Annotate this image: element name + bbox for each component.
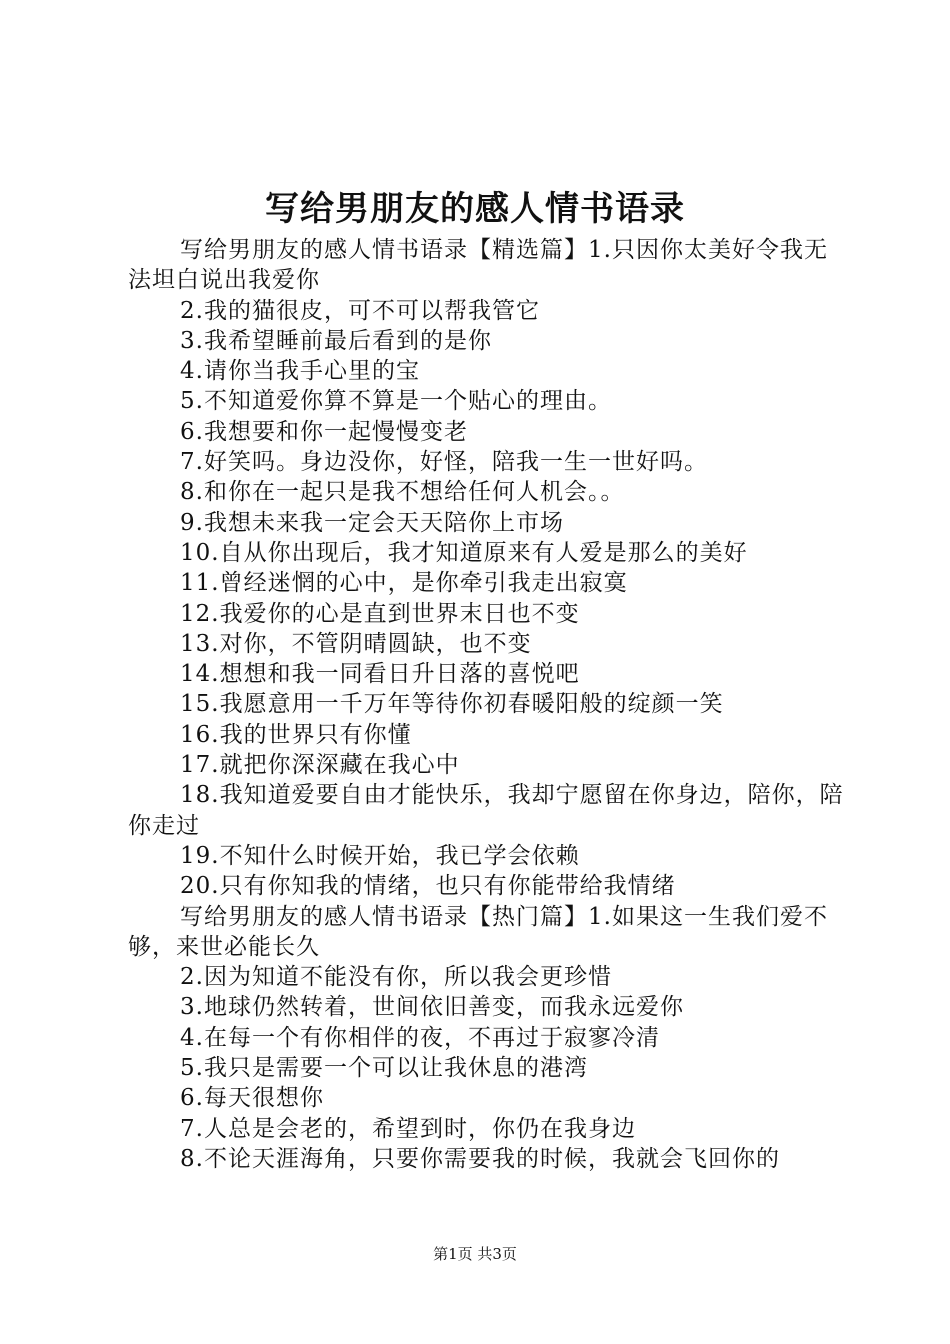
paragraph: 14.想想和我一同看日升日落的喜悦吧 <box>180 661 580 688</box>
paragraph: 19.不知什么时候开始，我已学会依赖 <box>180 842 580 869</box>
paragraph: 13.对你，不管阴晴圆缺，也不变 <box>180 630 532 657</box>
paragraph: 2.我的猫很皮，可不可以帮我管它 <box>180 297 540 324</box>
document-body <box>128 235 848 1174</box>
paragraph: 7.好笑吗。身边没你，好怪，陪我一生一世好吗。 <box>180 449 708 476</box>
paragraph: 20.只有你知我的情绪，也只有你能带给我情绪 <box>180 873 676 900</box>
paragraph: 写给男朋友的感人情书语录【精选篇】1.只因你太美好令我无法坦白说出我爱你 <box>128 237 828 294</box>
paragraph: 4.在每一个有你相伴的夜，不再过于寂寥冷清 <box>180 1024 660 1051</box>
paragraph: 4.请你当我手心里的宝 <box>180 358 420 385</box>
paragraph: 8.和你在一起只是我不想给任何人机会。。 <box>180 479 625 506</box>
paragraph: 11.曾经迷惘的心中，是你牵引我走出寂寞 <box>180 570 628 597</box>
paragraph: 8.不论天涯海角，只要你需要我的时候，我就会飞回你的 <box>180 1145 780 1172</box>
paragraph: 6.我想要和你一起慢慢变老 <box>180 418 468 445</box>
paragraph: 15.我愿意用一千万年等待你初春暖阳般的绽颜一笑 <box>180 691 724 718</box>
paragraph: 写给男朋友的感人情书语录【热门篇】1.如果这一生我们爱不够，来世必能长久 <box>128 903 828 960</box>
paragraph: 6.每天很想你 <box>180 1085 324 1112</box>
paragraph: 2.因为知道不能没有你，所以我会更珍惜 <box>180 964 612 991</box>
paragraph: 10.自从你出现后，我才知道原来有人爱是那么的美好 <box>180 539 748 566</box>
paragraph: 7.人总是会老的，希望到时，你仍在我身边 <box>180 1115 636 1142</box>
paragraph: 16.我的世界只有你懂 <box>180 721 412 748</box>
paragraph: 18.我知道爱要自由才能快乐，我却宁愿留在你身边，陪你，陪你走过 <box>128 782 844 839</box>
page-number-footer: 第1页 共3页 <box>433 1245 517 1263</box>
paragraph: 9.我想未来我一定会天天陪你上市场 <box>180 509 564 536</box>
paragraph: 3.地球仍然转着，世间依旧善变，而我永远爱你 <box>180 994 684 1021</box>
document-title: 写给男朋友的感人情书语录 <box>265 189 685 229</box>
paragraph: 5.不知道爱你算不算是一个贴心的理由。 <box>180 388 612 415</box>
paragraph: 5.我只是需要一个可以让我休息的港湾 <box>180 1055 588 1082</box>
paragraph: 3.我希望睡前最后看到的是你 <box>180 327 492 354</box>
paragraph: 17.就把你深深藏在我心中 <box>180 752 460 779</box>
paragraph: 12.我爱你的心是直到世界末日也不变 <box>180 600 580 627</box>
